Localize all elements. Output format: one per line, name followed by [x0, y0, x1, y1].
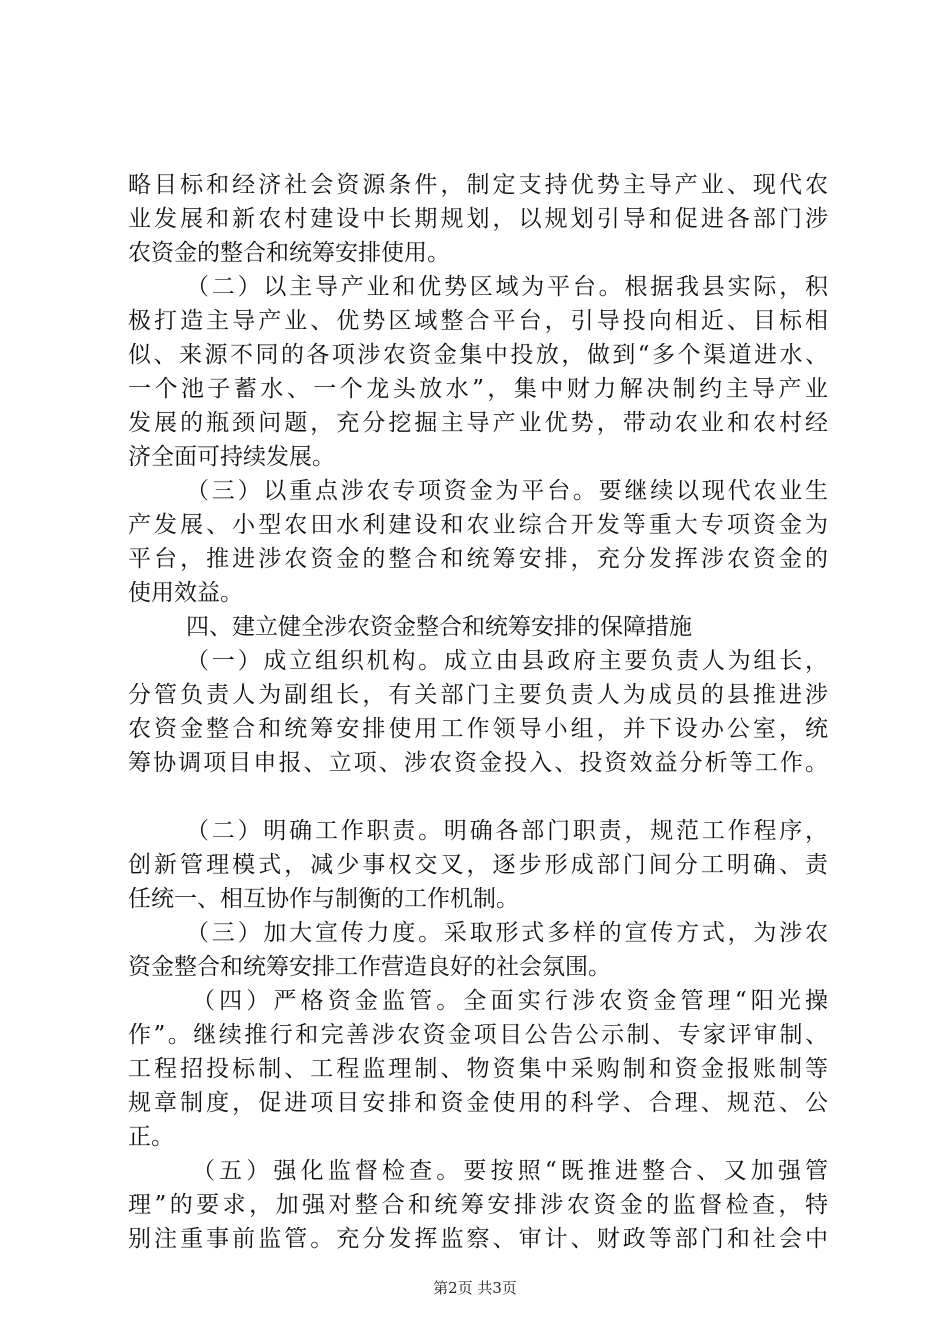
page-footer: 第2页 共3页 — [433, 1279, 517, 1297]
text-line: 工程招投标制、工程监理制、物资集中采购制和资金报账制等 — [128, 1056, 828, 1082]
text-line: 一个池子蓄水、一个龙头放水”，集中财力解决制约主导产业 — [128, 376, 828, 402]
text-line: 业发展和新农村建设中长期规划，以规划引导和促进各部门涉 — [128, 206, 828, 232]
text-line: 作”。继续推行和完善涉农资金项目公告公示制、专家评审制、 — [128, 1022, 828, 1048]
text-line: （五）强化监督检查。要按照“既推进整合、又加强管 — [192, 1158, 828, 1184]
document-body — [128, 168, 828, 1256]
text-line: 资金整合和统筹安排工作营造良好的社会氛围。 — [128, 954, 611, 980]
text-line: （三）以重点涉农专项资金为平台。要继续以现代农业生 — [186, 478, 828, 504]
section-heading: 四、建立健全涉农资金整合和统筹安排的保障措施 — [186, 614, 692, 640]
text-line: 使用效益。 — [128, 580, 243, 606]
text-line: 济全面可持续发展。 — [128, 444, 335, 470]
text-line: 极打造主导产业、优势区域整合平台，引导投向相近、目标相 — [128, 308, 828, 334]
text-line: 别注重事前监管。充分发挥监察、审计、财政等部门和社会中 — [128, 1226, 828, 1252]
text-line: （四）严格资金监管。全面实行涉农资金管理“阳光操 — [192, 988, 828, 1014]
text-line: （二）明确工作职责。明确各部门职责，规范工作程序， — [186, 818, 828, 844]
text-line: （一）成立组织机构。成立由县政府主要负责人为组长， — [186, 648, 828, 674]
text-line: 似、来源不同的各项涉农资金集中投放，做到“多个渠道进水、 — [128, 342, 828, 368]
text-line: 农资金整合和统筹安排使用工作领导小组，并下设办公室，统 — [128, 716, 828, 742]
text-line: 平台，推进涉农资金的整合和统筹安排，充分发挥涉农资金的 — [128, 546, 828, 572]
text-line: 分管负责人为副组长，有关部门主要负责人为成员的县推进涉 — [128, 682, 828, 708]
text-line: 任统一、相互协作与制衡的工作机制。 — [128, 886, 519, 912]
text-line: 规章制度，促进项目安排和资金使用的科学、合理、规范、公 — [128, 1090, 828, 1116]
blank-line — [128, 780, 828, 814]
text-line: 产发展、小型农田水利建设和农业综合开发等重大专项资金为 — [128, 512, 828, 538]
text-line: 创新管理模式，减少事权交叉，逐步形成部门间分工明确、责 — [128, 852, 828, 878]
text-line: 略目标和经济社会资源条件，制定支持优势主导产业、现代农 — [128, 172, 828, 198]
text-line: （二）以主导产业和优势区域为平台。根据我县实际，积 — [186, 274, 828, 300]
text-line: 发展的瓶颈问题，充分挖掘主导产业优势，带动农业和农村经 — [128, 410, 828, 436]
text-line: 理”的要求，加强对整合和统筹安排涉农资金的监督检查，特 — [128, 1192, 828, 1218]
text-line: 筹协调项目申报、立项、涉农资金投入、投资效益分析等工作。 — [128, 750, 828, 776]
text-line: （三）加大宣传力度。采取形式多样的宣传方式，为涉农 — [186, 920, 828, 946]
text-line: 正。 — [128, 1124, 174, 1150]
text-line: 农资金的整合和统筹安排使用。 — [128, 240, 450, 266]
